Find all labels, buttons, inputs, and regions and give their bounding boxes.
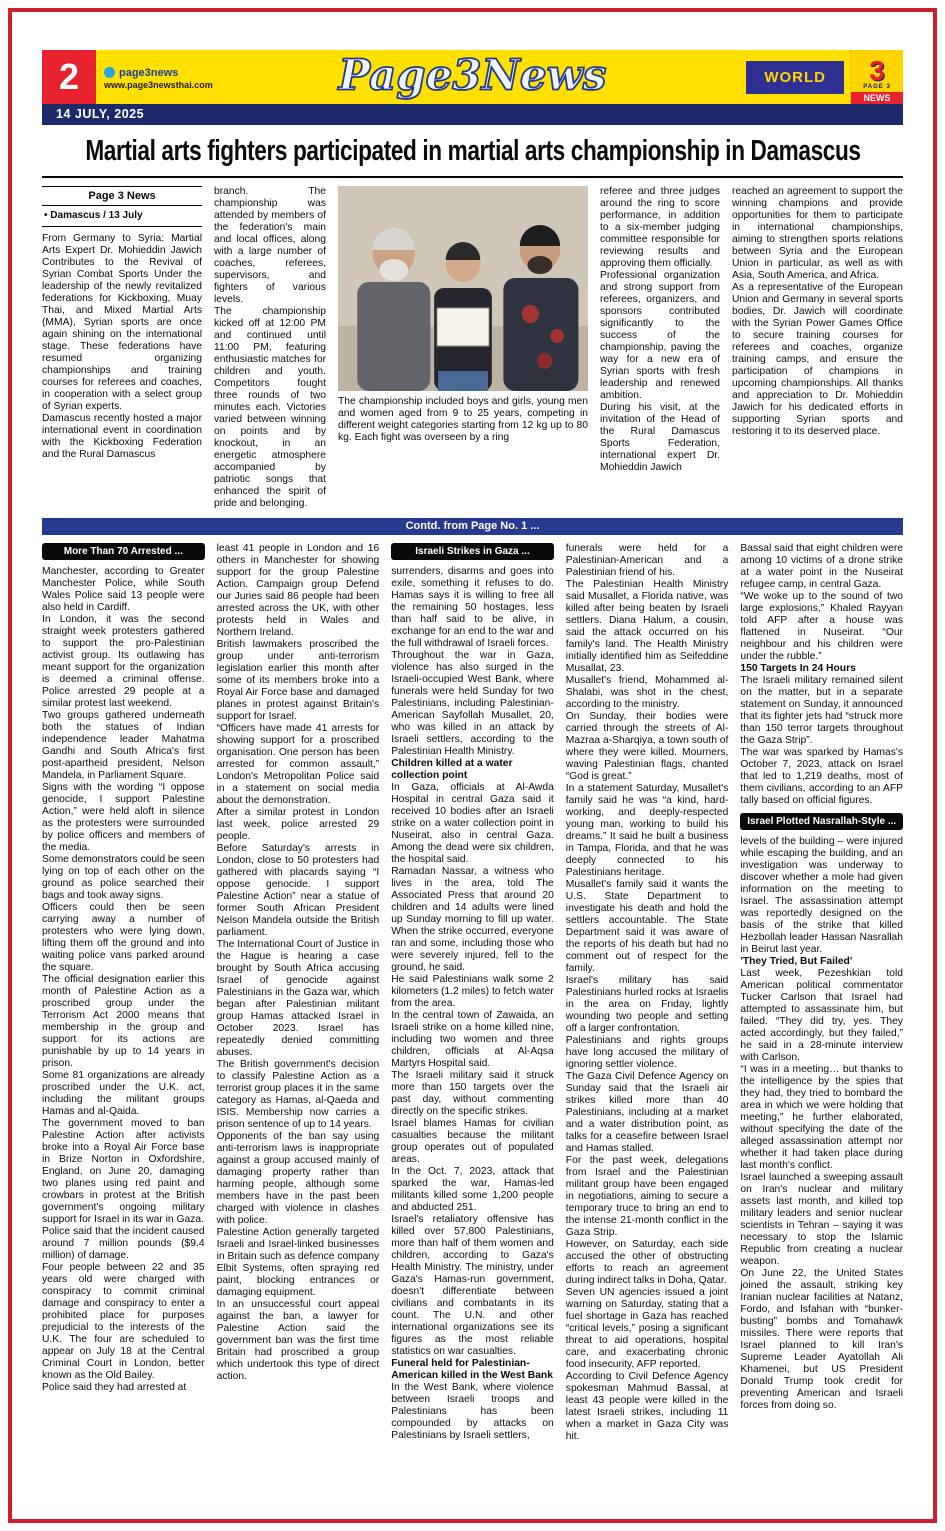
nasrallah-text-part2: Last week, Pezeshkian told American political commentator Tucker Carlson that Israel had attempted to assassinate him, but failed. “They did try, yes. They acted accordingly, but they failed,” he said in a 28-minute interview with Carlson. “I was in a meeting… but thanks to the intelligence by the spies that they had, they tried to bombard the area in which we were holding that meeting,” he further elaborated, without specifying the date of the alleged assassination attempt nor whether it had taken place during last month's conflict. Israel launched a sweeping assault on Iran's nuclear and military assets last month, and killed top military leaders and senior nuclear scientists in Tehran – saying it was necessary to stop the Islamic Republic from creating a nuclear weapon. On June 22, the United States joined the assault, striking key Iranian nuclear facilities at Natanz, Fordo, and Isfahan with “bunker-busting” bombs and Tomahawk missiles. There were reports that Israel planned to kill Iran's Supreme Leader Ayatollah Ali Khamenei, but US President Donald Trump took credit for preventing American and Israeli forces from doing so. [740, 968, 903, 1411]
lead-column-2 [214, 186, 326, 510]
gaza-subhead-water-point: Children killed at a water collection point [391, 758, 513, 781]
bottom-column-4 [566, 543, 729, 1443]
badge-number: 3 [869, 55, 885, 86]
lead-text-col3: The championship included boys and girls, young men and women aged from 9 to 25 years, competing in different weight categories starting from 12 kg up to 80 kg. Each fight was overseen by a ring [338, 396, 588, 443]
gaza-text-part1: surrenders, disarms and goes into exile, something it refuses to do. Hamas says it is willing to free all the remaining 50 hostages, less than half said to be alive, in exchange for an end to the war and the full withdrawal of Israeli forces. Throughout the war in Gaza, violence has also surged in the Israeli-occupied West Bank, where funerals were held Sunday for two Palestinians, including Palestinian-American Sayfollah Musallet, 20, who was killed in an attack by Israeli settlers, according to the Palestinian Health Ministry. [391, 566, 554, 757]
article-header-nasrallah: Israel Plotted Nasrallah-Style ... [740, 813, 903, 830]
lead-text-col4: referee and three judges around the ring to score performance, in addition to a six-member judging committee responsible for reviewing results and approving them officially. Professional organization and strong support from referees, organizers, and sponsors contributed significantly to the success of the championship, paving the way for a new era of Syrian sports with fresh leadership and renewed ambition. During his visit, at the invitation of the Head of the Rural Damascus Sports Federation, international expert Dr. Mohieddin Jawich [600, 186, 720, 473]
masthead-band [42, 50, 903, 104]
bottom-column-2 [217, 543, 380, 1443]
bird-icon [104, 67, 115, 78]
gaza-text-part2: In Gaza, officials at Al-Awda Hospital in central Gaza said it received 10 bodies after an Israeli strike on a water collection point in Nuseirat, also in central Gaza. Among the dead were six children, the hospital said. Ramadan Nassar, a witness who lives in the area, told The Associated Press that around 20 children and 14 adults were lined up Sunday morning to fill up water. When the strike occurred, everyone ran and some, including those who were severely injured, fell to the ground, he said. He said Palestinians walk some 2 kilometers (1.2 miles) to fetch water from the area. In the central town of Zawaida, an Israeli strike on a home killed nine, including two women and three children, officials at Al-Aqsa Martyrs Hospital said. The Israeli military said it struck more than 150 targets over the past day, without commenting directly on the specific strikes. Israel blames Hamas for civilian casualties because the militant group operates out of populated areas. In the Oct. 7, 2023, attack that sparked the war, Hamas-led militants killed some 1,200 people and abducted 251. Israel's retaliatory offensive has killed over 57,800 Palestinians, more than half of them women and children, according to Gaza's Health Ministry. The ministry, under Gaza's Hamas-run government, doesn't differentiate between civilians and combatants in its count. The U.N. and other international organizations see its figures as the most reliable statistics on war casualties. [391, 782, 554, 1357]
article-source: Page 3 News [42, 186, 202, 206]
page-number-box [42, 50, 96, 104]
masthead [42, 50, 903, 125]
headline-text: Martial arts fighters participated in martial arts championship in Damascus [84, 135, 861, 167]
article-header-arrested: More Than 70 Arrested ... [42, 543, 205, 560]
championship-photo [338, 186, 588, 391]
lead-column-4 [600, 186, 720, 510]
lead-column-3 [338, 186, 588, 510]
newspaper-logo: Page3News [338, 50, 607, 100]
gaza-text-col5-part1: Bassal said that eight children were among 10 victims of a drone strike at a water point in the Nuseirat refugee camp, in central Gaza. “We woke up to the sound of two large explosions,” Khaled Rayyan told AFP after a house was flattened in Nuseirat. “Our neighbour and his children were under the rubble.” [740, 543, 903, 662]
bottom-column-1 [42, 543, 205, 1443]
newspaper-page [8, 8, 937, 1523]
lead-text-col2: branch. The championship was attended by members of the federation's main and local offices, along with a large number of coaches, referees, supervisors, and fighters of various levels. The championship kicked off at 12:00 PM and continued until 11:00 PM, featuring enthusiastic matches for children and youth. Competitors fought three rounds of two minutes each. Victories varied between winning on points and by knockout, in an energetic atmosphere accompanied by patriotic songs that enhanced the spirit of pride and belonging. [214, 186, 326, 509]
gaza-subhead-150-targets: 150 Targets In 24 Hours [740, 663, 856, 674]
lead-column-1 [42, 186, 202, 510]
dateline: • Damascus / 13 July [42, 206, 202, 227]
lead-column-5 [732, 186, 903, 510]
website-url: www.page3newsthai.com [104, 79, 213, 90]
nasrallah-subhead-tried-failed: 'They Tried, But Failed' [740, 956, 853, 967]
continued-from-bar: Contd. from Page No. 1 ... [42, 518, 903, 535]
badge-page-label: PAGE 3 [863, 84, 891, 90]
bottom-column-5 [740, 543, 903, 1443]
arrested-text-col1: Manchester, according to Greater Manchester Police, while South Wales Police said 13 people were also held in Cardiff. In London, it was the second straight week protesters gathered to support the pro-Palestinian activist group. Its outlawing has meant support for the organization is deemed a criminal offense. Police arrested 29 people at a similar protest last weekend. Two groups gathered underneath both the statues of Indian independence leader Mahatma Gandhi and South Africa's first post-apartheid president, Nelson Mandela, in Parliament Square. Signs with the wording “I oppose genocide, I support Palestine Action,” were held aloft in silence as the protesters were surrounded by police officers and members of the media. Some demonstrators could be seen lying on top of each other on the ground as police searched their bags and took away signs. Officers could then be seen carrying away a number of protesters who were lying down, lifting them off the ground and into waiting police vans parked around the square. The official designation earlier this month of Palestine Action as a proscribed group under the Terrorism Act 2000 means that membership in the group and support for its actions are punishable by up to 14 years in prison. Some 81 organizations are already proscribed under the U.K. act, including the militant groups Hamas and al-Qaida. The government moved to ban Palestine Action after activists broke into a Royal Air Force base in Brize Norton in Oxfordshire, England, on June 20, damaging two planes using red paint and crowbars in protest at the British government's ongoing military support for Israel in its war in Gaza. Police said that the incident caused around 7 million pounds ($9.4 million) of damage. Four people between 22 and 35 years old were charged with conspiracy to commit criminal damage and conspiracy to enter a prohibited place for purposes prejudicial to the interests of the U.K. The four are scheduled to appear on July 18 at the Central Criminal Court in London, better known as the Old Bailey. Police said they had arrested at [42, 566, 205, 1393]
bottom-articles [42, 543, 903, 1443]
date-bar [42, 104, 903, 125]
gaza-subhead-funeral: Funeral held for Palestinian-American killed in the West Bank [391, 1358, 553, 1381]
gaza-text-part3: In the West Bank, where violence between Israeli troops and Palestinians has been compounded by attacks on Palestinians by Israeli settlers, [391, 1382, 554, 1441]
arrested-text-col2: least 41 people in London and 16 others in Manchester for showing support for the group Palestine Action. Campaign group Defend our Juries said 86 people had been arrested across the UK, with other protests held in Wales and Northern Ireland. British lawmakers proscribed the group under anti-terrorism legislation earlier this month after some of its members broke into a Royal Air Force base and damaged planes in protest against Britain's support for Israel. “Officers have made 41 arrests for showing support for a proscribed organisation. One person has been arrested for common assault,” London's Metropolitan Police said in a statement on social media about the demonstration. After a similar protest in London last week, police arrested 29 people. Before Saturday's arrests in London, close to 50 protesters had gathered with placards saying “I oppose genocide. I support Palestine Action” near a statue of former South African President Nelson Mandela outside the British parliament. The International Court of Justice in the Hague is hearing a case brought by South Africa accusing Israel of genocide against Palestinians in the Gaza war, which began after Palestinian militant group Hamas attacked Israel in October 2023. Israel has repeatedly denied committing abuses. The British government's decision to classify Palestine Action as a terrorist group places it in the same category as Hamas, al-Qaeda and ISIS. Membership now carries a prison sentence of up to 14 years. Opponents of the ban say using anti-terrorism laws is inappropriate against a group accused mainly of damaging property rather than harming people, although some members have in the past been charged with violence in clashes with police. Palestine Action generally targeted Israeli and Israel-linked businesses in Britain such as defence company Elbit Systems, often spraying red paint, blocking entrances or damaging equipment. In an unsuccessful court appeal against the ban, a lawyer for Palestine Action said the government ban was the first time Britain had proscribed a group which undertook this type of direct action. [216, 543, 380, 1382]
page-number: 2 [58, 56, 80, 97]
gaza-text-col5-part2: The Israeli military remained silent on the matter, but in a separate statement on Sunday, it announced that its fighter jets had “struck more than 150 terror targets throughout the Gaza Strip”. The war was sparked by Hamas's October 7, 2023, attack on Israel that led to 1,219 deaths, most of them civilians, according to an AFP tally based on official figures. [740, 675, 903, 806]
article-header-gaza: Israeli Strikes in Gaza ... [391, 543, 554, 560]
badge-news-label: NEWS [851, 92, 903, 104]
brand-name: page3news [119, 66, 179, 79]
gaza-text-col4: funerals were held for a Palestinian-American and a Palestinian friend of his. The Palestinian Health Ministry said Musallet, a Florida native, was killed after being beaten by Israeli settlers. Diana Halum, a cousin, said the attack occurred on his family's land. The Health Ministry initially identified him as Seifeddine Musallat, 23. Musallet's friend, Mohammed al-Shalabi, was shot in the chest, according to the ministry. On Sunday, their bodies were carried through the streets of Al-Mazraa a-Sharqiya, a town south of where they were killed. Mourners, waving Palestinian flags, chanted “God is great.” In a statement Saturday, Musallet's family said he was “a kind, hard-working, and deeply-respected young man, working to build his dreams.” It said he built a business in Tampa, Florida, and that he was deeply connected to his Palestinians heritage. Musallet's family said it wants the U.S. State Department to investigate his death and hold the settlers accountable. The State Department said it was aware of the reports of his death but had no comment out of respect for the family. Israel's military has said Palestinians hurled rocks at Israelis in the area on Friday, lightly wounding two people and setting off a larger confrontation. Palestinians and rights groups have long accused the military of ignoring settler violence. The Gaza Civil Defence Agency on Sunday said that the Israeli air strikes killed more than 40 Palestinians, including at a market and a water distribution point, as talks for a ceasefire between Israel and Hamas stalled. For the past week, delegations from Israel and the Palestinian militant group have been engaged in negotiations, aiming to secure a temporary truce to bring an end to the intense 21-month conflict in the Gaza Strip. However, on Saturday, each side accused the other of obstructing efforts to reach an agreement during indirect talks in Doha, Qatar. Seven UN agencies issued a joint warning on Saturday, stating that a fuel shortage in Gaza has reached “critical levels,” posing a significant threat to aid operations, hospital care, and exacerbating chronic food insecurity, AFP reported. According to Civil Defence Agency spokesman Mahmud Bassal, at least 43 people were killed in the latest Israeli strikes, including 11 when a market in Gaza City was hit. [565, 543, 729, 1442]
section-label: WORLD [746, 61, 844, 94]
photo-illustration [338, 186, 588, 391]
main-headline [42, 135, 903, 178]
lead-text-col5: reached an agreement to support the winning champions and provide opportunities for them to participate in international championships, aiming to strengthen sports relations between Syria and the European Union in particular, as well as with Asia, South America, and Africa. As a representative of the European Union and Germany in several sports bodies, Dr. Jawich will coordinate with the Syrian Power Games Office to secure training courses for referees and coaches, organize training camps, and ensure the participation of champions in upcoming championships. All thanks and appreciation to Dr. Mohieddin Jawich for his dedicated efforts in supporting Syrian sports and restoring it to its deserved place. [732, 186, 903, 437]
lead-text-col1: From Germany to Syria: Martial Arts Expert Dr. Mohieddin Jawich Contributes to the Revival of Syrian Combat Sports Under the leadership of the newly revitalized federations for Kickboxing, Muay Thai, and Mixed Martial Arts (MMA), Syrian sports are once again shining on the international stage. These federations have resumed organizing championships and training courses for referees and coaches, in cooperation with a select group of Syrian experts. Damascus recently hosted a major international event in coordination with the Kickboxing Federation and the Rural Damascus [42, 233, 202, 460]
lead-article [42, 186, 903, 510]
page3-badge [850, 50, 903, 104]
byline-block [42, 186, 202, 227]
issue-date: 14 JULY, 2025 [56, 107, 145, 121]
bottom-column-3 [391, 543, 554, 1443]
nasrallah-text-part1: levels of the building – were injured while escaping the building, and an investigation was underway to discover whether a mole had given information on the meeting to Israel. The assassination attempt was reportedly designed on the basis of the strike that killed Hezbollah leader Hassan Nasrallah in Beirut last year. [740, 836, 903, 955]
